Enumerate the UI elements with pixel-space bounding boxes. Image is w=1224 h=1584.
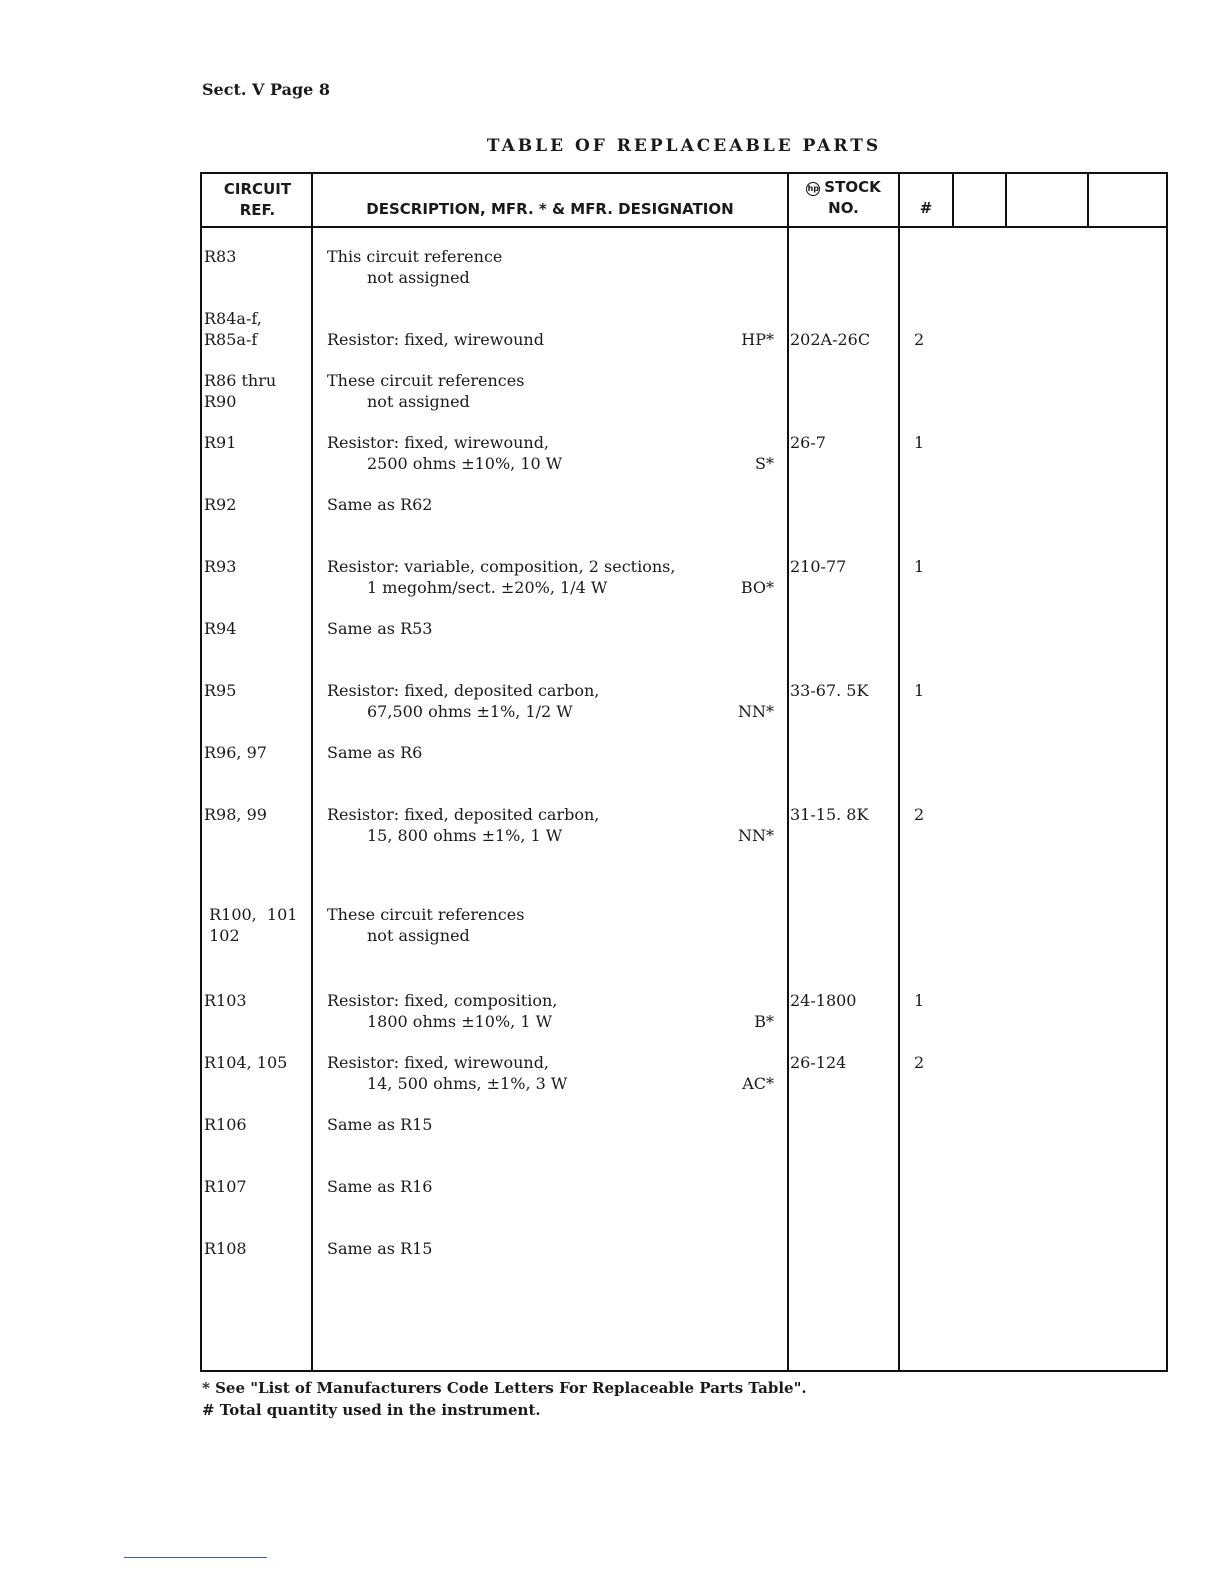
manufacturer-code: B* — [754, 1012, 774, 1031]
description-cell — [327, 494, 777, 515]
description-line2: not assigned — [367, 926, 470, 945]
column-header-ref-line1: CIRCUIT — [223, 180, 292, 198]
page-header: Sect. V Page 8 — [202, 80, 331, 99]
circuit-ref-cell: R91 — [204, 433, 237, 452]
circuit-ref-cell: R84a-f, R85a-f — [204, 309, 262, 349]
description-cell — [327, 1176, 777, 1197]
column-divider — [898, 174, 900, 1370]
column-header-description: DESCRIPTION, MFR. * & MFR. DESIGNATION — [366, 200, 734, 218]
stock-number-cell: 24-1800 — [790, 991, 857, 1010]
footnotes — [202, 1377, 807, 1421]
manufacturer-code: NN* — [738, 702, 774, 721]
description-cell — [327, 1052, 777, 1094]
description-line1: These circuit references — [327, 371, 525, 390]
description-cell — [327, 246, 777, 288]
description-line1: This circuit reference — [327, 247, 503, 266]
description-line1: Resistor: fixed, wirewound, — [327, 433, 550, 452]
description-line2: 15, 800 ohms ±1%, 1 W — [367, 826, 563, 845]
column-divider — [1005, 174, 1007, 226]
manufacturer-code: HP* — [741, 330, 774, 349]
column-divider — [311, 174, 313, 1370]
quantity-cell: 1 — [914, 991, 925, 1010]
quantity-cell: 1 — [914, 681, 925, 700]
description-cell — [327, 804, 777, 846]
description-line2: Resistor: fixed, wirewound — [327, 330, 544, 349]
circuit-ref-cell: R103 — [204, 991, 247, 1010]
footnote-quantity: # Total quantity used in the instrument. — [202, 1401, 541, 1419]
circuit-ref-cell: R98, 99 — [204, 805, 267, 824]
description-cell — [327, 432, 777, 474]
description-line1: Resistor: fixed, wirewound, — [327, 1053, 550, 1072]
column-divider — [1087, 174, 1089, 226]
description-cell — [327, 990, 777, 1032]
hp-logo-icon: hp — [806, 182, 820, 196]
description-line1: Same as R15 — [327, 1239, 433, 1258]
description-cell — [327, 680, 777, 722]
description-line2: not assigned — [367, 392, 470, 411]
quantity-cell: 2 — [914, 805, 925, 824]
description-line1: Resistor: fixed, deposited carbon, — [327, 681, 600, 700]
description-line2: not assigned — [367, 268, 470, 287]
description-line2: 1 megohm/sect. ±20%, 1/4 W — [367, 578, 608, 597]
circuit-ref-cell: R106 — [204, 1115, 247, 1134]
description-cell — [327, 904, 777, 946]
page-rule — [124, 1557, 267, 1558]
description-line1: Same as R6 — [327, 743, 423, 762]
description-cell — [327, 370, 777, 412]
circuit-ref-cell: R94 — [204, 619, 237, 638]
description-line2: 1800 ohms ±10%, 1 W — [367, 1012, 553, 1031]
description-line1: Same as R15 — [327, 1115, 433, 1134]
manufacturer-code: AC* — [742, 1074, 774, 1093]
description-line1: Resistor: variable, composition, 2 sections, — [327, 557, 676, 576]
parts-table — [200, 172, 1168, 1372]
manufacturer-code: BO* — [740, 578, 774, 597]
column-header-stock-line1: STOCK — [824, 178, 881, 196]
column-header-ref-line2: REF. — [239, 201, 276, 219]
circuit-ref-cell: R107 — [204, 1177, 247, 1196]
description-line1: Same as R62 — [327, 495, 433, 514]
stock-number-cell: 26-124 — [790, 1053, 847, 1072]
column-divider — [787, 174, 789, 1370]
circuit-ref-cell: R95 — [204, 681, 237, 700]
circuit-ref-cell: R104, 105 — [204, 1053, 288, 1072]
column-divider — [952, 174, 954, 226]
column-header-quantity: # — [919, 199, 933, 217]
description-line2: 67,500 ohms ±1%, 1/2 W — [367, 702, 573, 721]
column-header-circuit-ref — [204, 174, 311, 231]
stock-number-cell: 33-67. 5K — [790, 681, 869, 700]
description-line1: Same as R16 — [327, 1177, 433, 1196]
quantity-cell: 2 — [914, 330, 925, 349]
column-header-stock-no — [789, 174, 898, 229]
description-cell — [327, 742, 777, 763]
description-cell — [327, 308, 777, 350]
circuit-ref-cell: R92 — [204, 495, 237, 514]
stock-number-cell: 202A-26C — [790, 330, 871, 349]
circuit-ref-cell: R100, 101 102 — [209, 905, 298, 945]
stock-number-cell: 31-15. 8K — [790, 805, 869, 824]
description-cell — [327, 1114, 777, 1135]
description-line2: 2500 ohms ±10%, 10 W — [367, 454, 563, 473]
circuit-ref-cell: R93 — [204, 557, 237, 576]
circuit-ref-cell: R86 thru R90 — [204, 371, 277, 411]
description-cell — [327, 556, 777, 598]
quantity-cell: 1 — [914, 433, 925, 452]
description-cell — [327, 1238, 777, 1259]
description-line1: Resistor: fixed, deposited carbon, — [327, 805, 600, 824]
quantity-cell: 2 — [914, 1053, 925, 1072]
description-cell — [327, 618, 777, 639]
description-line1: These circuit references — [327, 905, 525, 924]
circuit-ref-cell: R83 — [204, 247, 237, 266]
description-line1: Same as R53 — [327, 619, 433, 638]
description-line2: 14, 500 ohms, ±1%, 3 W — [367, 1074, 568, 1093]
quantity-cell: 1 — [914, 557, 925, 576]
description-line1: Resistor: fixed, composition, — [327, 991, 558, 1010]
stock-number-cell: 210-77 — [790, 557, 847, 576]
stock-number-cell: 26-7 — [790, 433, 826, 452]
column-header-stock-line2: NO. — [828, 199, 859, 217]
manufacturer-code: S* — [755, 454, 774, 473]
circuit-ref-cell: R108 — [204, 1239, 247, 1258]
manufacturer-code: NN* — [738, 826, 774, 845]
circuit-ref-cell: R96, 97 — [204, 743, 267, 762]
footnote-manufacturers: * See "List of Manufacturers Code Letters For Replaceable Parts Table". — [202, 1379, 807, 1397]
page-title: TABLE OF REPLACEABLE PARTS — [486, 136, 882, 156]
description-line1 — [327, 308, 777, 329]
